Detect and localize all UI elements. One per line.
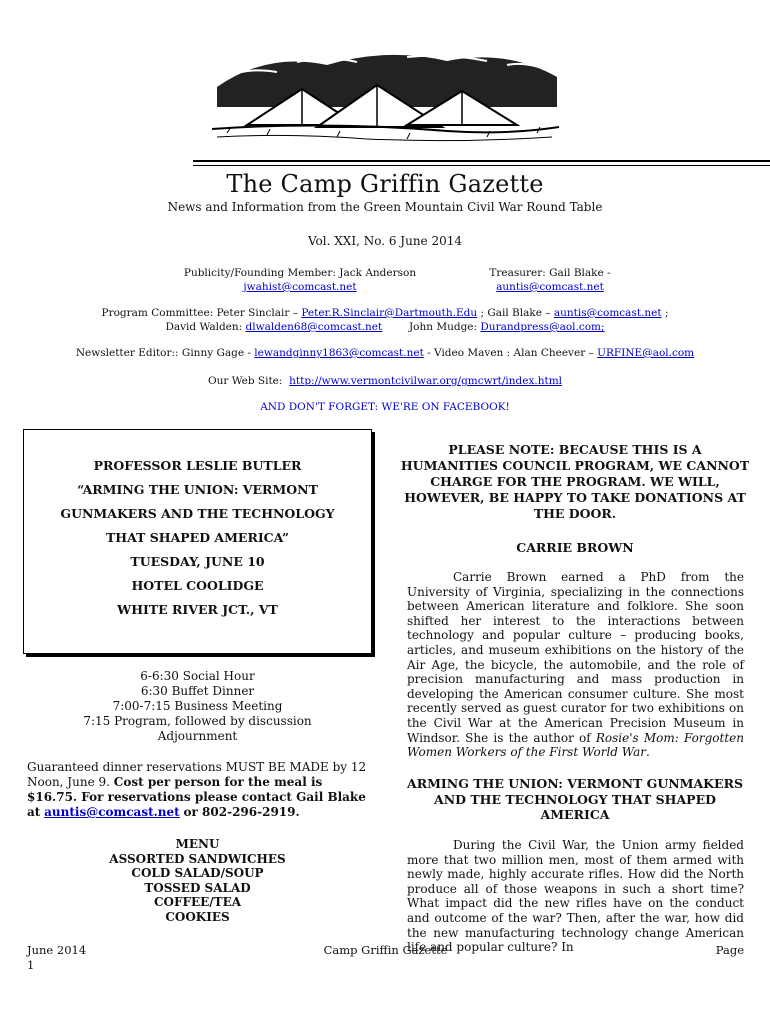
- treasurer-contact: [450, 266, 650, 294]
- humanities-note: PLEASE NOTE: BECAUSE THIS IS A HUMANITIES COUNCIL PROGRAM, WE CANNOT CHARGE FOR THE PROGRAM. WE WILL, HOWEVER, BE HAPPY TO TAKE DONATIONS AT THE DOOR.: [400, 442, 750, 521]
- reservations-paragraph: [27, 760, 372, 820]
- program-committee: [0, 306, 770, 334]
- footer-date: June 2014: [27, 943, 87, 957]
- carrie-brown-heading: CARRIE BROWN: [516, 540, 634, 555]
- program-email-mudge[interactable]: Durandpress@aol.com;: [480, 321, 605, 333]
- facebook-notice: AND DON'T FORGET: WE'RE ON FACEBOOK!: [260, 401, 510, 413]
- event-line: WHITE RIVER JCT., VT: [117, 602, 278, 617]
- event-line: GUNMAKERS AND THE TECHNOLOGY: [60, 506, 335, 521]
- menu-item: COFFEE/TEA: [153, 895, 242, 909]
- event-line: PROFESSOR LESLIE BUTLER: [93, 458, 302, 473]
- arming-body-text: During the Civil War, the Union army fielded more that two million men, most of them armed with newly made, highly accurate rifles. How did the North produce all of those weapons in such a short time? What impact did the new rifles have on the conduct and outcome of the war? Then, after the war, how did the new manufacturing technology change American life and popular culture? In: [407, 838, 744, 955]
- reservations-phone: or 802-296-2919.: [183, 805, 300, 819]
- editor-email-link[interactable]: lewandginny1863@comcast.net: [254, 347, 424, 359]
- video-label: - Video Maven : Alan Cheever –: [427, 347, 594, 359]
- reservations-email-link[interactable]: auntis@comcast.net: [44, 805, 180, 819]
- menu-item: COLD SALAD/SOUP: [131, 866, 264, 880]
- program-end: ;: [664, 307, 669, 319]
- schedule-item: 7:15 Program, followed by discussion: [83, 714, 312, 728]
- masthead-rule-thin: [193, 165, 770, 166]
- menu-item: COOKIES: [165, 909, 230, 924]
- menu-item: ASSORTED SANDWICHES: [109, 851, 286, 866]
- newsletter-subtitle: News and Information from the Green Mountain Civil War Round Table: [167, 200, 603, 214]
- event-announcement-box: [23, 429, 372, 654]
- event-line: THAT SHAPED AMERICA”: [105, 530, 290, 545]
- editor-label: Newsletter Editor:: Ginny Gage -: [75, 347, 251, 359]
- event-line: HOTEL COOLIDGE: [131, 578, 264, 593]
- schedule-item: 6-6:30 Social Hour: [140, 669, 255, 683]
- treasurer-label: Treasurer: Gail Blake -: [489, 267, 611, 279]
- event-line: TUESDAY, JUNE 10: [130, 554, 265, 569]
- tent-encampment-illustration: [207, 47, 562, 147]
- program-mid: ; Gail Blake –: [480, 307, 551, 319]
- carrie-bio-text: Carrie Brown earned a PhD from the University of Virginia, specializing in the connections between American literature and folklore. She soon shifted her interest to the interactions between technology and popular culture – producing books, articles, and museum exhibitions on the history of the Air Age, the bicycle, the automobile, and the role of precision manufacturing and mass production in developing the American consumer culture. She most recently served as guest curator for two exhibitions on the Civil War at the American Precision Museum in Windsor. She is the author of: [407, 570, 744, 745]
- carrie-brown-bio: Carrie Brown earned a PhD from the University of Virginia, specializing in the connections between American literature and folklore. She soon shifted her interest to the interactions between technology and popular culture – producing books, articles, and museum exhibitions on the history of the Air Age, the bicycle, the automobile, and the role of precision manufacturing and mass production in developing the American consumer culture. She most recently served as guest curator for two exhibitions on the Civil War at the American Precision Museum in Windsor. She is the author of Rosie's Mom: Forgotten Women Workers of the First World War.: [407, 570, 744, 760]
- event-line: “ARMING THE UNION: VERMONT: [77, 482, 318, 497]
- footer-publication: Camp Griffin Gazette: [323, 943, 448, 957]
- newsletter-title: The Camp Griffin Gazette: [226, 170, 544, 198]
- video-email-link[interactable]: URFINE@aol.com: [597, 347, 695, 359]
- issue-line: Vol. XXI, No. 6 June 2014: [307, 234, 463, 248]
- website-label: Our Web Site:: [207, 375, 283, 387]
- editor-line: [0, 346, 770, 360]
- menu-item: TOSSED SALAD: [144, 880, 251, 895]
- publicity-email-link[interactable]: jwahist@comcast.net: [243, 281, 357, 293]
- publicity-contact: [150, 266, 450, 294]
- menu-title: MENU: [175, 837, 220, 851]
- carrie-book-title: Rosie's Mom: Forgotten Women Workers of the First World War: [407, 730, 744, 760]
- dinner-menu: [23, 837, 372, 924]
- program-email-sinclair[interactable]: Peter.R.Sinclair@Dartmouth.Edu: [301, 307, 478, 319]
- event-schedule: [23, 669, 372, 744]
- reservations-text: Guaranteed dinner reservations MUST BE MADE by 12 Noon, June 9.: [27, 760, 367, 789]
- schedule-item: Adjournment: [157, 729, 238, 743]
- program-prefix: Program Committee: Peter Sinclair –: [101, 307, 298, 319]
- publicity-label: Publicity/Founding Member: Jack Anderson: [183, 267, 417, 279]
- arming-the-union-heading: ARMING THE UNION: VERMONT GUNMAKERS AND THE TECHNOLOGY THAT SHAPED AMERICA: [407, 776, 743, 822]
- schedule-item: 7:00-7:15 Business Meeting: [112, 699, 283, 713]
- website-link[interactable]: http://www.vermontcivilwar.org/gmcwrt/index.html: [289, 375, 563, 387]
- reservations-cost: Cost per person for the meal is $16.75. For reservations please contact Gail Blake at: [27, 775, 366, 819]
- program-walden-label: David Walden:: [165, 321, 243, 333]
- masthead-rule: [193, 160, 770, 162]
- website-line: [0, 374, 770, 388]
- arming-the-union-body: [407, 838, 744, 955]
- program-email-blake[interactable]: auntis@comcast.net: [553, 307, 662, 319]
- footer-page-number: 1: [27, 958, 35, 972]
- schedule-item: 6:30 Buffet Dinner: [140, 684, 255, 698]
- treasurer-email-link[interactable]: auntis@comcast.net: [496, 281, 604, 293]
- footer-page-label: Page: [715, 943, 744, 957]
- program-mudge-label: John Mudge:: [408, 321, 478, 333]
- program-email-walden[interactable]: dlwalden68@comcast.net: [245, 321, 383, 333]
